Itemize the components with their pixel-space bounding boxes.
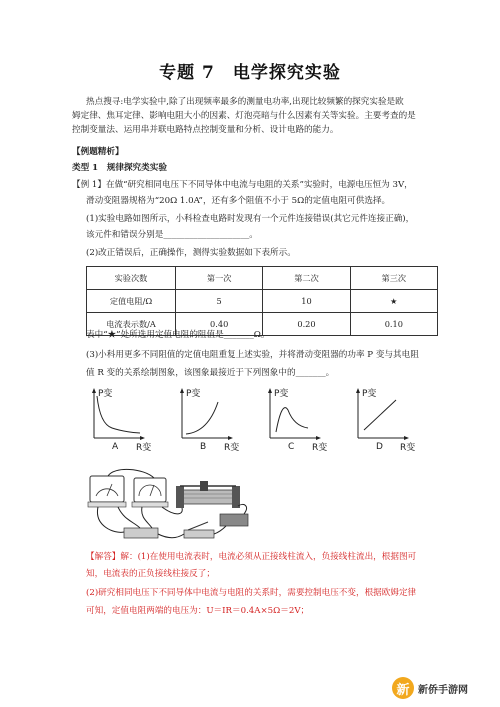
table-cell: 10	[263, 290, 350, 313]
answer-line-4: 可知，定值电阻两端的电压为：U＝IR＝0.4A×5Ω＝2V；	[86, 606, 310, 616]
table-header-row	[87, 267, 438, 290]
example-line-5: (2)改正错误后，正确操作，测得实验数据如下表所示。	[86, 248, 296, 258]
graph-option-b	[178, 388, 248, 460]
graph-c-x-label: R变	[312, 443, 328, 453]
example-line-4: 该元件和错误分别是____________________。	[86, 230, 258, 240]
battery	[220, 514, 248, 526]
after-table-line-3: 值 R 变的关系绘制图象，该图象最接近于下列图象中的_______。	[86, 368, 335, 378]
graph-option-d	[354, 388, 424, 460]
table-cell: 电流表示数/A	[87, 313, 176, 336]
graph-d-x-label: R变	[400, 443, 416, 453]
logo-text: 新侨手游网	[418, 684, 468, 696]
rheostat	[180, 490, 236, 504]
circuit-diagram	[84, 466, 254, 548]
voltmeter	[134, 478, 166, 502]
type-label: 类型 1 规律探究类实验	[72, 163, 167, 173]
table-row	[87, 290, 438, 313]
answer-line-3: (2)研究相同电压下不同导体中电流与电阻的关系时，需要控制电压不变，根据欧姆定律	[86, 588, 417, 598]
table-cell: 0.20	[263, 313, 350, 336]
table-header-cell: 第二次	[263, 267, 350, 290]
site-logo	[392, 675, 488, 701]
example-line-2: 滑动变阻器规格为“20Ω 1.0A”，还有多个阻值不小于 5Ω的定值电阻可供选择。	[86, 196, 391, 206]
graph-option-c	[266, 388, 336, 460]
graph-a-y-label: P变	[98, 389, 113, 399]
page-title: 专题 7 电学探究实验	[159, 63, 341, 83]
table-cell: 0.10	[350, 313, 437, 336]
graph-a-x-label: R变	[136, 443, 152, 453]
data-table	[86, 266, 438, 336]
answer-line-1: 【解答】解：(1)在使用电流表时，电流必须从正接线柱流入，负接线柱流出，根据图可	[86, 552, 417, 562]
resistor	[124, 528, 158, 538]
logo-badge-icon: 新	[392, 677, 414, 699]
table-cell: ★	[350, 290, 437, 313]
graph-d-y-label: P变	[362, 389, 377, 399]
graph-c-letter: C	[288, 442, 295, 452]
after-table-line-2: (3)小科用更多不同阻值的定值电阻重复上述实验，并将滑动变阻器的功率 P 变与其电阻	[86, 350, 419, 360]
example-line-1: 【例 1】在做“研究相同电压下不同导体中电流与电阻的关系”实验时，电源电压恒为 3V，	[72, 180, 413, 190]
graph-b-x-label: R变	[224, 443, 240, 453]
graph-b-y-label: P变	[186, 389, 201, 399]
intro-line-1: 热点搜寻:电学实验中,除了出现频率最多的测量电功率,出现比较频繁的探究实验是欧	[86, 97, 404, 107]
graph-d-letter: D	[376, 442, 383, 452]
graph-option-a	[90, 388, 160, 460]
table-cell: 定值电阻/Ω	[87, 290, 176, 313]
table-cell: 5	[176, 290, 263, 313]
graph-b-letter: B	[200, 442, 207, 452]
table-header-cell: 实验次数	[87, 267, 176, 290]
answer-line-2: 知，电流表的正负接线柱接反了；	[86, 569, 215, 579]
table-header-cell: 第三次	[350, 267, 437, 290]
table-header-cell: 第一次	[176, 267, 263, 290]
after-table-line-1: 表中“★”处所选用定值电阻的阻值是_______Ω。	[86, 330, 270, 340]
graph-c-y-label: P变	[274, 389, 289, 399]
switch	[184, 530, 214, 538]
intro-line-2: 姆定律、焦耳定律、影响电阻大小的因素、灯泡亮暗与什么因素有关等实验。主要考查的是	[72, 111, 416, 121]
intro-line-3: 控制变量法、运用串并联电路特点控制变量和分析、设计电路的能力。	[72, 125, 339, 135]
example-line-3: (1)实验电路如图所示，小科检查电路时发现有一个元件连接错误(其它元件连接正确)，	[86, 214, 415, 224]
table-cell: 0.40	[176, 313, 263, 336]
circuit-illustration	[84, 466, 254, 552]
graph-a-letter: A	[112, 442, 119, 452]
section-label: 【例题精析】	[72, 147, 124, 157]
